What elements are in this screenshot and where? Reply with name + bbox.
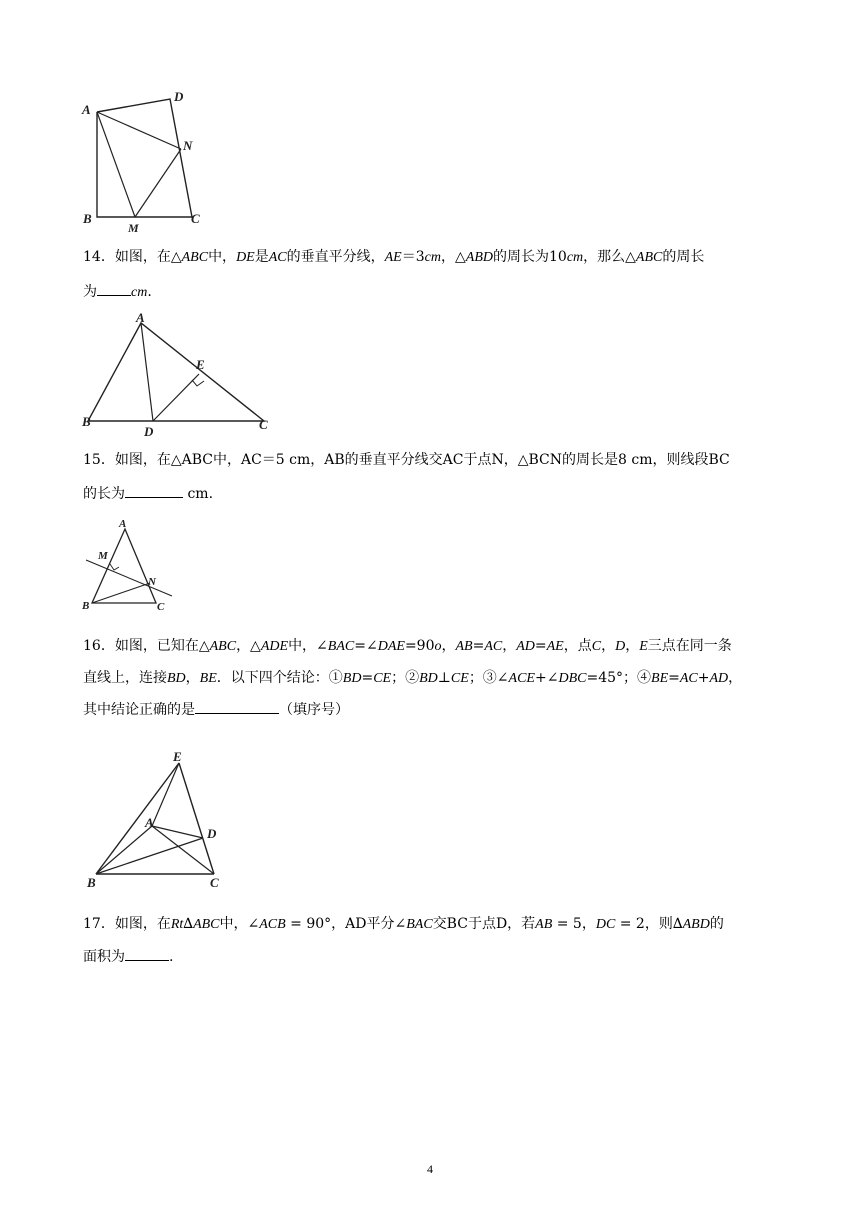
figure-triangle-mn [80,516,190,616]
answer-blank [125,946,169,961]
question-14 [83,243,779,307]
label-B: B [83,211,92,226]
label-E: E [196,357,205,372]
figure-square-amn [80,86,200,235]
q14-line-1: 14．如图，在△ABC中，DE是AC的垂直平分线，AE＝3cm，△ABD的周长为10cm，那么△ABC的周长 [83,249,705,265]
label-D: D [207,826,217,841]
q17-line-1: 17．如图，在Rt∆ABC中，∠ACB = 90°，AD平分∠BAC交BC于点D，若AB = 5，DC = 2，则∆ABD的 [83,916,724,932]
label-M: M [128,221,139,235]
figure-triangles-ade [80,745,240,895]
label-N: N [183,138,193,153]
label-B: B [87,875,96,890]
label-D: D [174,89,184,104]
label-C: C [210,875,219,890]
label-B: B [82,600,90,612]
figure-triangle-de [80,310,280,440]
answer-blank [125,483,183,498]
label-E: E [173,749,182,764]
label-C: C [157,601,165,613]
q14-line-2: 为 cm. [83,278,779,307]
label-A: A [82,102,91,117]
question-17 [83,910,779,971]
q17-line-2: 面积为 . [83,943,779,971]
label-C: C [191,211,200,226]
label-A: A [119,518,127,530]
q15-line-1: 15．如图，在△ABC中，AC＝5 cm，AB的垂直平分线交AC于点N，△BCN的周长是8 cm，则线段BC [83,452,730,468]
q16-line-2: 直线上，连接BD，BE．以下四个结论：①BD=CE；②BD⊥CE；③∠ACE+∠DBC=45°；④BE=AC+AD， [83,670,743,686]
label-B: B [82,414,91,429]
question-15 [83,446,779,508]
label-A: A [136,310,145,325]
label-A: A [145,815,154,830]
answer-blank [97,281,131,296]
label-M: M [98,550,108,562]
q16-line-3: 其中结论正确的是 （填序号） [83,696,779,724]
answer-blank [195,699,279,714]
q16-line-1: 16．如图，已知在△ABC，△ADE中，∠BAC=∠DAE=90o，AB=AC，AD=AE，点C，D，E三点在同一条 [83,638,732,654]
q15-line-2: 的长为 cm. [83,480,779,508]
page-number: 4 [427,1162,433,1176]
label-D: D [144,424,154,439]
label-N: N [148,576,156,588]
label-C: C [259,417,268,432]
question-16 [83,632,779,724]
